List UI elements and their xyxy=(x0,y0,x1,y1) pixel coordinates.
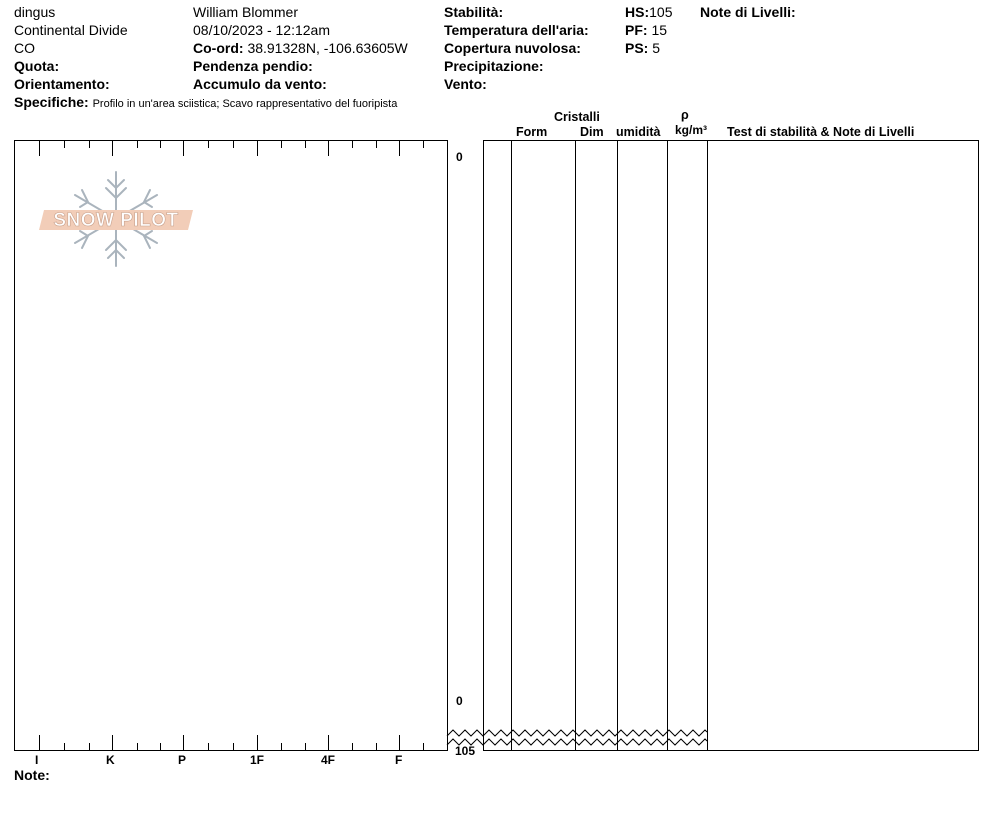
hs-value: 105 xyxy=(649,4,673,20)
location-range: Continental Divide xyxy=(14,22,128,38)
hardness-label-4f: 4F xyxy=(321,753,336,767)
specifiche-label: Specifiche: xyxy=(14,94,89,110)
location-state: CO xyxy=(14,40,35,56)
pf-value: 15 xyxy=(651,22,668,38)
logo-text: SNOW PILOT xyxy=(53,210,179,231)
hardness-label-p: P xyxy=(178,753,187,767)
header-rho: ρ xyxy=(681,108,689,122)
hardness-label-k: K xyxy=(106,753,115,767)
depth-label-bottom: 105 xyxy=(455,744,476,758)
note-livelli-label: Note di Livelli: xyxy=(700,4,796,20)
vento-label: Vento: xyxy=(444,76,487,92)
hardness-label-1f: 1F xyxy=(250,753,265,767)
hardness-label-f: F xyxy=(395,753,403,767)
stabilita-label: Stabilità: xyxy=(444,4,504,20)
layer-table-frame xyxy=(484,141,979,751)
specifiche-value: Profilo in un'area sciistica; Scavo rappresentativo del fuoripista xyxy=(92,98,398,110)
precipitazione-label: Precipitazione: xyxy=(444,58,544,74)
header-density-unit: kg/m³ xyxy=(675,123,708,137)
pf-label: PF: xyxy=(625,22,648,38)
coord-value: 38.91328N, -106.63605W xyxy=(247,40,408,56)
observer-name: William Blommer xyxy=(193,4,298,20)
temperatura-label: Temperatura dell'aria: xyxy=(444,22,589,38)
quota-label: Quota: xyxy=(14,58,60,74)
header-dim: Dim xyxy=(580,125,604,139)
depth-label-mid: 0 xyxy=(456,694,463,708)
pendenza-label: Pendenza pendio: xyxy=(193,58,313,74)
ps-label: PS: xyxy=(625,40,649,56)
top-ticks xyxy=(40,140,424,156)
header-form: Form xyxy=(516,125,548,139)
bottom-ticks xyxy=(40,735,424,751)
depth-label-top: 0 xyxy=(456,150,463,164)
note-label: Note: xyxy=(14,767,50,783)
header-umidita: umidità xyxy=(616,125,661,139)
header-test: Test di stabilità & Note di Livelli xyxy=(727,125,915,139)
ps-value: 5 xyxy=(652,40,661,56)
copertura-label: Copertura nuvolosa: xyxy=(444,40,581,56)
hardness-chart-frame xyxy=(15,141,448,751)
table-column-lines xyxy=(512,140,708,751)
orientamento-label: Orientamento: xyxy=(14,76,110,92)
hardness-label-i: I xyxy=(35,753,39,767)
header-cristalli: Cristalli xyxy=(554,110,600,124)
accumulo-label: Accumulo da vento: xyxy=(193,76,327,92)
location-name: dingus xyxy=(14,4,56,20)
observation-datetime: 08/10/2023 - 12:12am xyxy=(193,22,330,38)
hs-label: HS: xyxy=(625,4,650,20)
coord-label: Co-ord: xyxy=(193,40,244,56)
